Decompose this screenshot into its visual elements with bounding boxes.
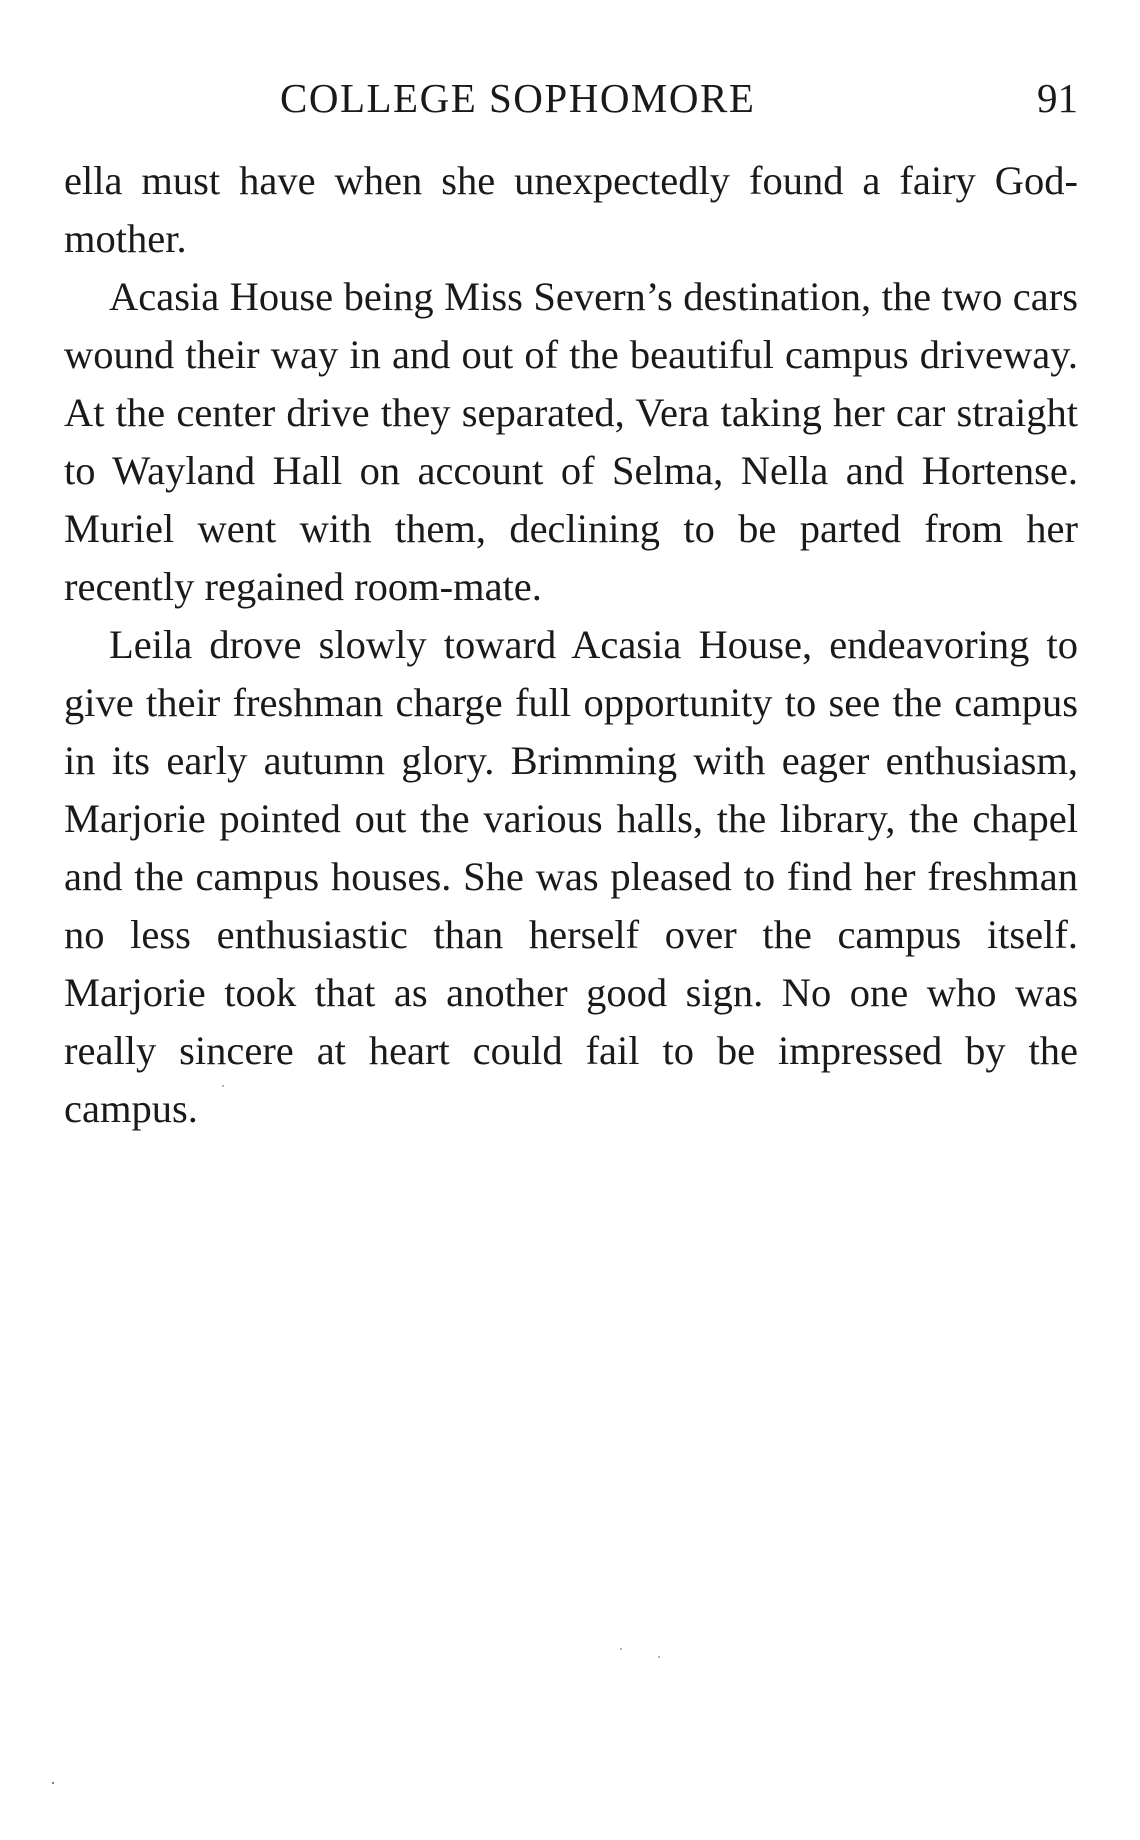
paper-speck (658, 1656, 660, 1658)
book-page (64, 68, 1078, 1138)
paragraph: Leila drove slowly toward Acasia House, endeavoring to give their freshman charge full opportunity to see the campus in its early autumn glory. Brimming with eager enthusiasm, Marjorie pointed out the various halls, the library, the chapel and the campus houses. She was pleased to find her freshman no less enthusiastic than herself over the campus itself. Marjorie took that as another good sign. No one who was really sincere at heart could fail to be impressed by the campus. (64, 622, 1078, 1131)
running-title: COLLEGE SOPHOMORE (280, 75, 756, 121)
paper-speck (222, 1085, 224, 1087)
paper-speck (52, 1782, 54, 1784)
paper-speck (620, 1648, 622, 1650)
body-text (64, 152, 1078, 1138)
running-head (64, 68, 1078, 128)
page-number: 91 (1037, 75, 1078, 121)
paragraph: Acasia House being Miss Severn’s destination, the two cars wound their way in and out of the beautiful campus driveway. At the center drive they separated, Vera taking her car straight to Wayland Hall on account of Selma, Nella and Hortense. Muriel went with them, declining to be parted from her recently regained room-mate. (64, 274, 1078, 609)
paragraph-continuation: ella must have when she unexpectedly found a fairy God-mother. (64, 158, 1078, 261)
